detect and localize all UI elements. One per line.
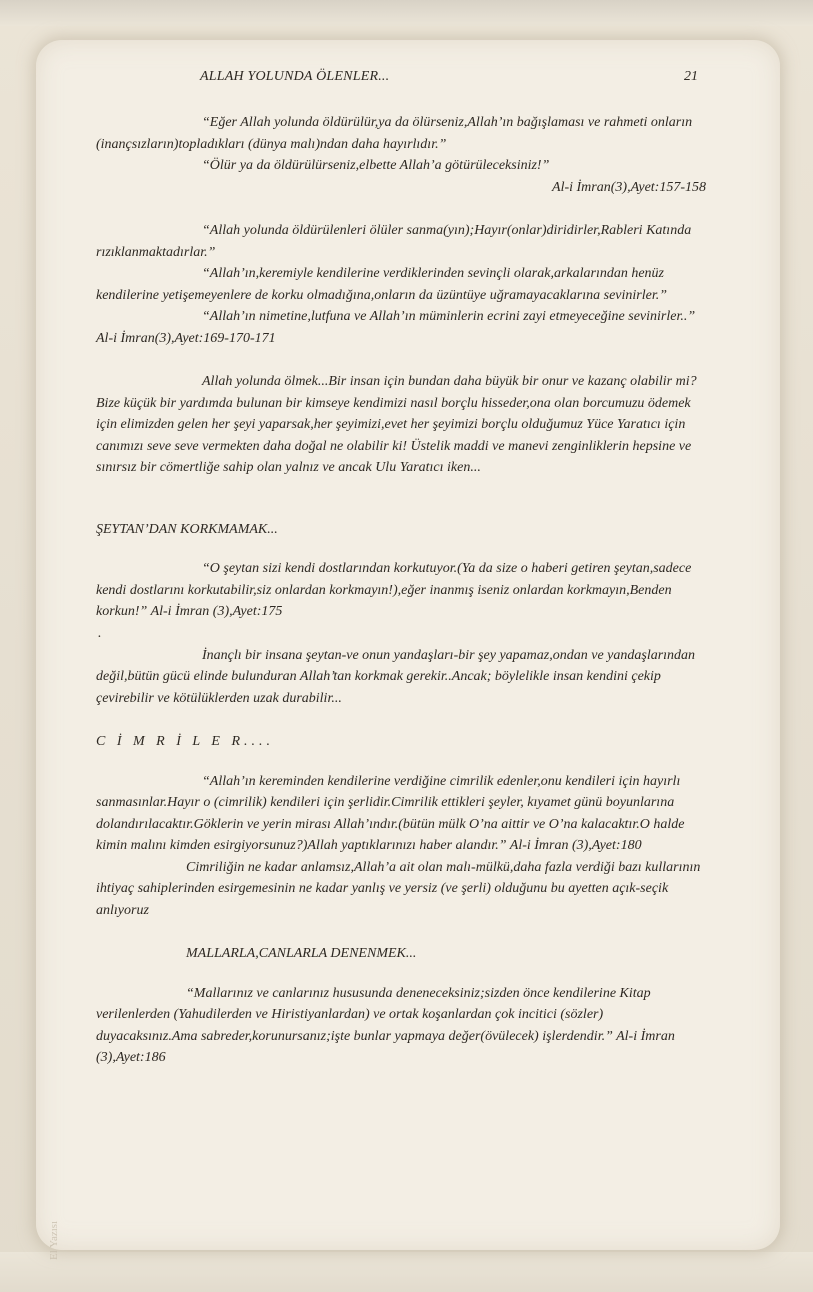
paragraph-verse-5: “Allah’ın nimetine,lutfuna ve Allah’ın müminlerin ecrini zayi etmeyeceğine sevinirler..” Al-i İmran(3),Ayet:169-170-171	[96, 309, 696, 346]
scan-edge-bottom	[0, 1252, 813, 1292]
paragraph-commentary-2: İnançlı bir insana şeytan-ve onun yandaşları-bir şey yapamaz,ondan ve yandaşlarından değil,bütün gücü elinde bulunduran Allah’tan korkmak gerekir..Ancak; böylelikle insan kendini çekip çevirebilir ve kötülüklerden uzak durabilir...	[96, 647, 696, 706]
running-header	[96, 66, 708, 90]
section-heading-cimriler: C İ M R İ L E R....	[96, 734, 275, 749]
paragraph-verse-3: “Allah yolunda öldürülenleri ölüler sanma(yın);Hayır(onlar)diridirler,Rableri Katında rızıklanmaktadırlar.”	[96, 223, 692, 260]
running-title: ALLAH YOLUNDA ÖLENLER...	[200, 69, 390, 84]
paragraph-commentary-3: Cimriliğin ne kadar anlamsız,Allah’a ait olan malı-mülkü,daha fazla verdiği bazı kullarının ihtiyaç sahiplerinden esirgemesinin ne kadar yanlış ve yersiz (ve şerli) olduğunu bu ayetten açık-seçik anlıyoruz	[96, 859, 701, 918]
section-heading-denenmek: MALLARLA,CANLARLA DENENMEK...	[186, 946, 417, 961]
paragraph-verse-1: “Eğer Allah yolunda öldürülür,ya da ölürseniz,Allah’ın bağışlaması ve rahmeti onların (inançsızların)topladıkları (dünya malı)ndan daha hayırlıdır.”	[96, 115, 693, 152]
margin-handwriting: El Yazısı	[48, 1220, 60, 1260]
section-heading-seytan: ŞEYTAN’DAN KORKMAMAK...	[96, 521, 278, 537]
paragraph-verse-2: “Ölür ya da öldürülürseniz,elbette Allah’a götürüleceksiniz!”	[202, 158, 550, 173]
scan-edge-top	[0, 0, 813, 26]
paragraph-commentary-1: Allah yolunda ölmek...Bir insan için bundan daha büyük bir onur ve kazanç olabilir mi?Bize küçük bir yardımda bulunan bir kimseye kendimizi nasıl borçlu hisseder,ona olan borcumuzu ödemek için elimizden gelen her şeyi yaparsak,her şeyimizi,evet her şeyimizi borçlu olduğumuz Yüce Yaratıcı için canımızı seve seve vermekten daha doğal ne olabilir ki! Üstelik maddi ve manevi zenginliklerin hepsine ve sınırsız bir cömertliğe sahip olan yalnız ve ancak Ulu Yaratıcı iken...	[96, 374, 697, 475]
page-text	[96, 66, 708, 1069]
verse-reference: Al-i İmran(3),Ayet:157-158	[552, 179, 706, 195]
paragraph-verse-8: “Mallarınız ve canlarınız hususunda deneneceksiniz;sizden önce kendilerine Kitap verilenlerden (Yahudilerden ve Hiristiyanlardan) ve ortak koşanlardan çok incitici (sözler) duyacaksınız.Ama sabreder,korunursanız;işte bunlar yapmaya değer(övülecek) işlerdendir.” Al-i İmran (3),Ayet:186	[96, 985, 675, 1065]
paragraph-verse-4: “Allah’ın,keremiyle kendilerine verdiklerinden sevinçli olarak,arkalarından henüz kendilerine yetişemeyenlere de korku olmadığına,onların da üzüntüye uğramayacaklarına sevinirler.”	[96, 266, 668, 303]
page-number: 21	[684, 69, 698, 84]
stray-dot: .	[98, 625, 102, 641]
paragraph-verse-7: “Allah’ın kereminden kendilerine verdiğine cimrilik edenler,onu kendileri için hayırlı sanmasınlar.Hayır o (cimrilik) kendileri için şerlidir.Cimrilik ettikleri şeyler, kıyamet günü boyunlarına dolandırılacaktır.Göklerin ve yerin mirası Allah’ındır.(bütün mülk O’na aittir ve O’na kalacaktır.O halde kimin malını kimden esirgiyorsunuz?)Allah yaptıklarınızı haber alandır.” Al-i İmran (3),Ayet:180	[96, 773, 685, 853]
paragraph-verse-6: “O şeytan sizi kendi dostlarından korkutuyor.(Ya da size o haberi getiren şeytan,sadece kendi dostlarını korkutabilir,siz onlardan korkmayın!),eğer inanmış iseniz onlardan korkmayın,Benden korkun!” Al-i İmran (3),Ayet:175	[96, 561, 692, 619]
